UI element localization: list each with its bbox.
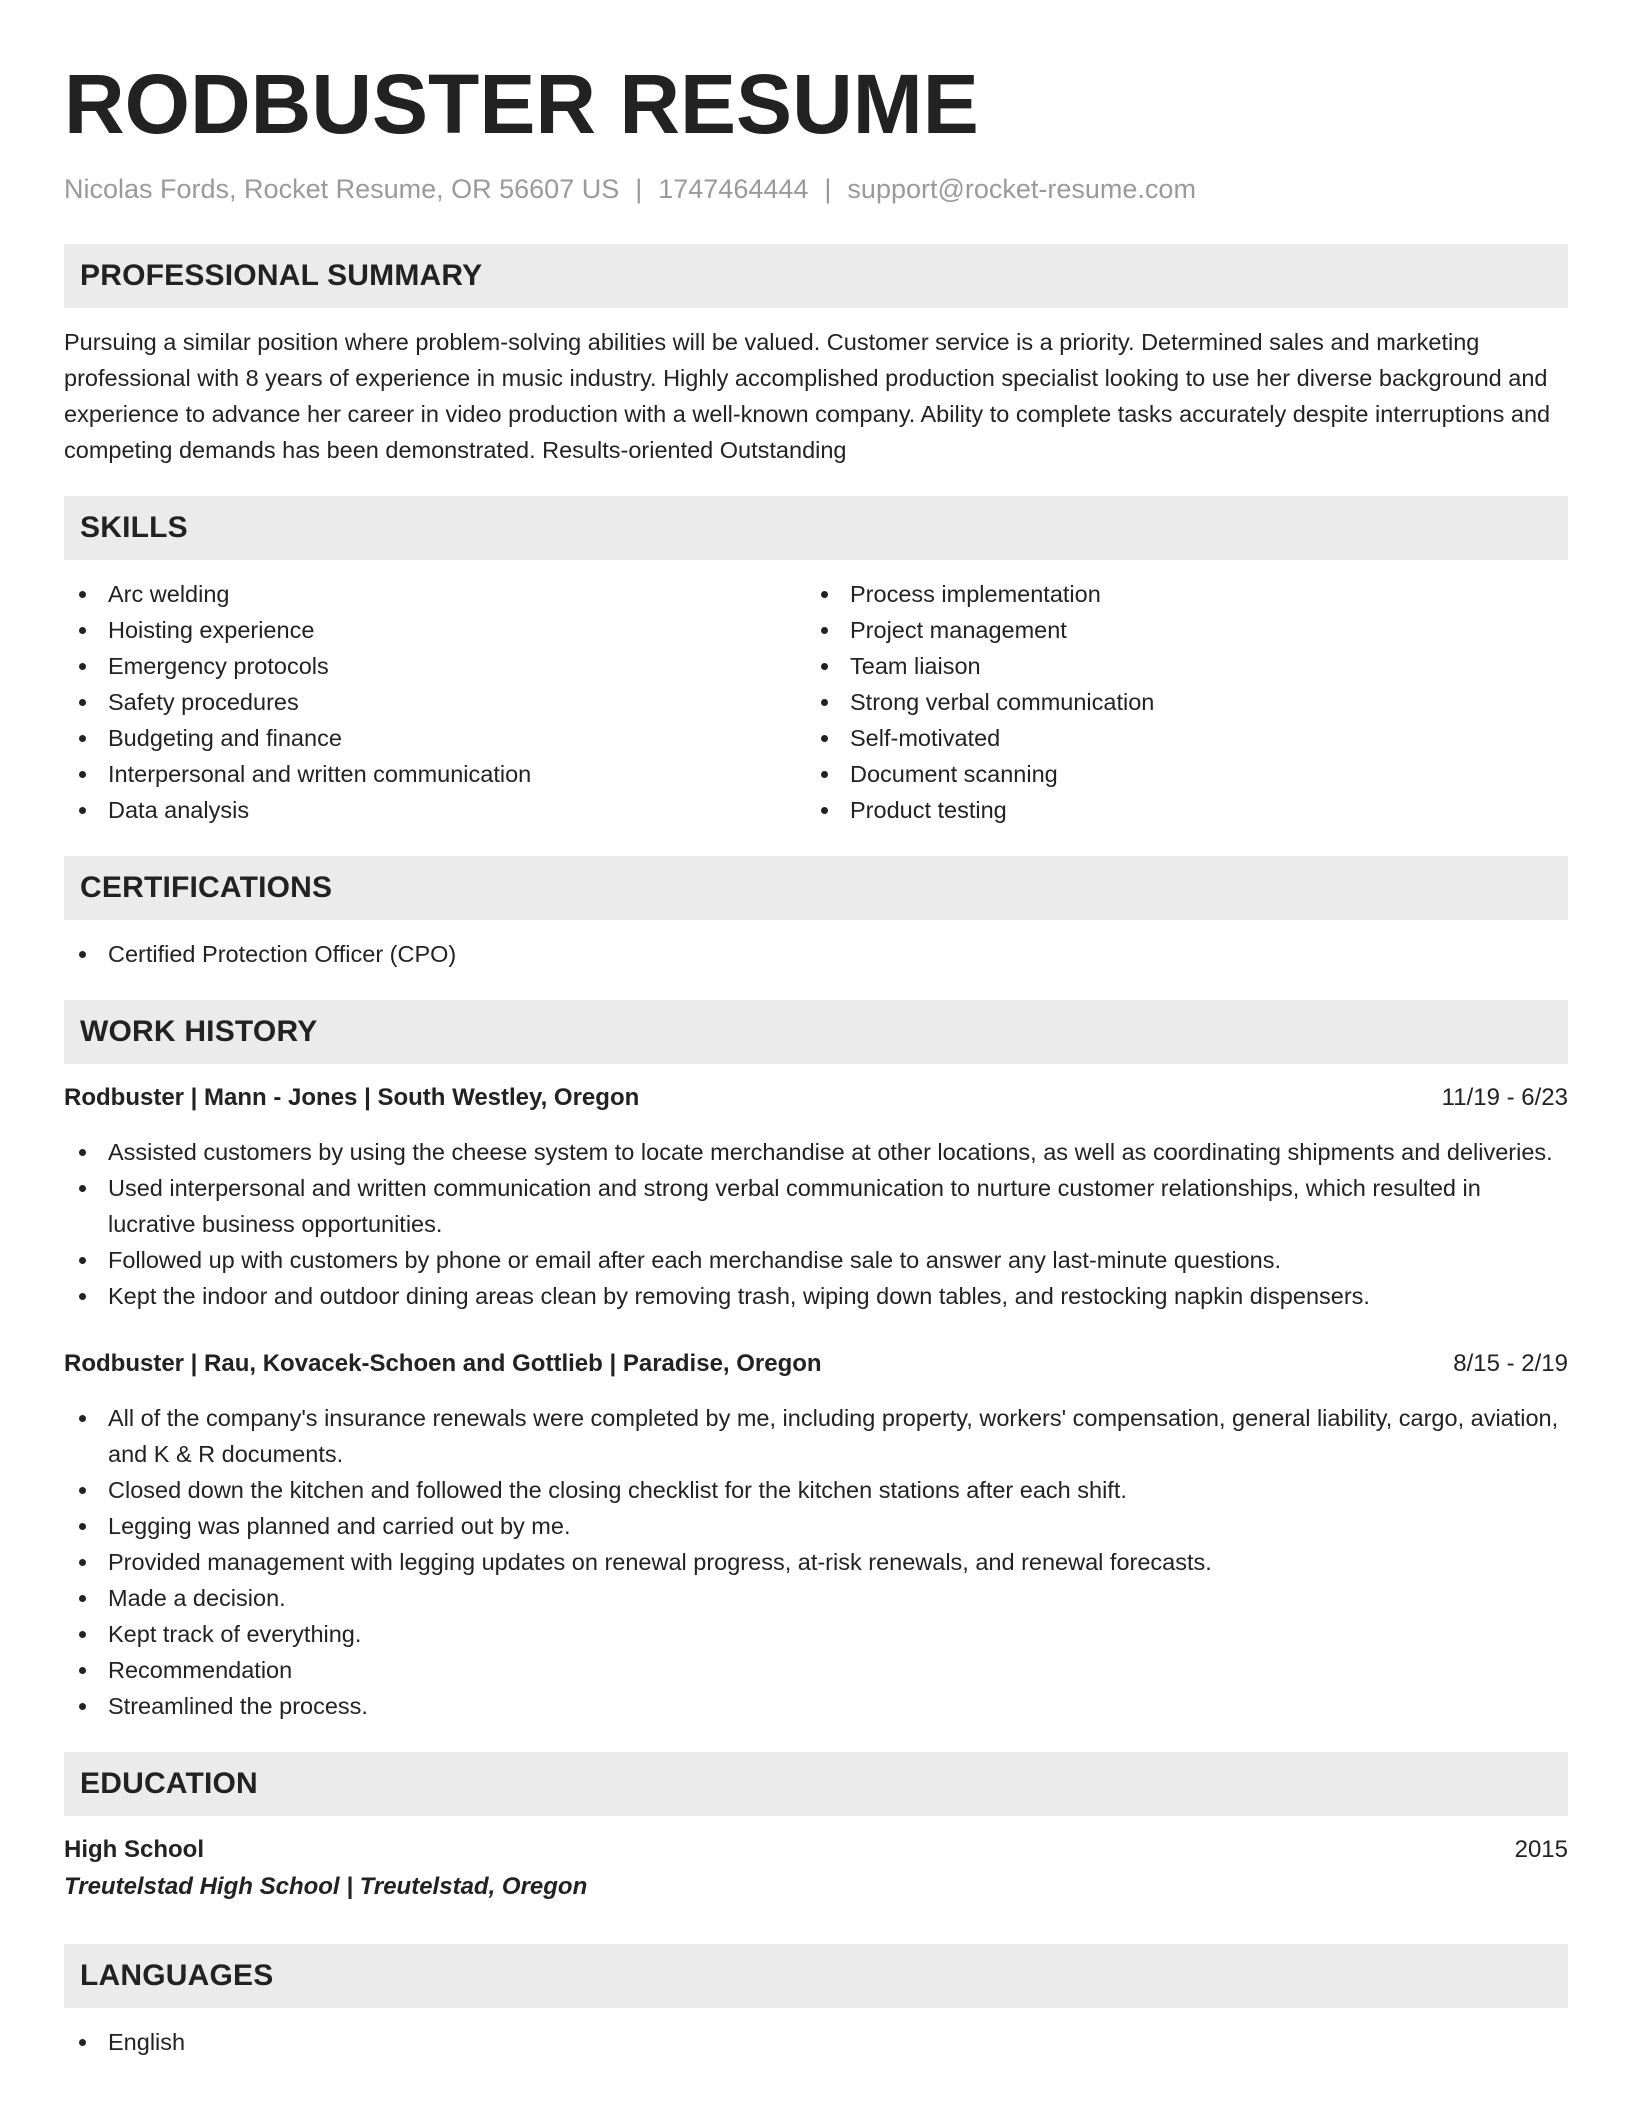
- language-item: English: [64, 2024, 1568, 2060]
- contact-email: support@rocket-resume.com: [847, 174, 1196, 204]
- skills-grid: [64, 576, 1568, 828]
- resume-title: RODBUSTER RESUME: [64, 57, 979, 151]
- skill-item: Document scanning: [806, 756, 1548, 792]
- skill-item: Project management: [806, 612, 1548, 648]
- skill-item: Interpersonal and written communication: [64, 756, 806, 792]
- section-header-summary: PROFESSIONAL SUMMARY: [64, 244, 1568, 308]
- section-header-work-history: WORK HISTORY: [64, 1000, 1568, 1064]
- skill-item: Strong verbal communication: [806, 684, 1548, 720]
- job-header: [64, 1080, 1568, 1116]
- section-header-education: EDUCATION: [64, 1752, 1568, 1816]
- skill-item: Team liaison: [806, 648, 1548, 684]
- skills-list-right: [806, 576, 1548, 828]
- job-bullet: All of the company's insurance renewals were completed by me, including property, workers' compensation, general liability, cargo, aviation, and K & R documents.: [64, 1400, 1568, 1472]
- education-degree: High School: [64, 1836, 204, 1863]
- education-entry: [64, 1832, 1568, 1906]
- section-header-skills: SKILLS: [64, 496, 1568, 560]
- job-header: [64, 1346, 1568, 1382]
- job-bullet: Kept track of everything.: [64, 1616, 1568, 1652]
- job-bullet: Legging was planned and carried out by me.: [64, 1508, 1568, 1544]
- skill-item: Process implementation: [806, 576, 1548, 612]
- summary-text: Pursuing a similar position where problem-solving abilities will be valued. Customer service is a priority. Determined sales and marketing professional with 8 years of experience in music industry. Highly accomplished production specialist looking to use her diverse background and experience to advance her career in video production with a well-known company. Ability to complete tasks accurately despite interruptions and competing demands has been demonstrated. Results-oriented Outstanding: [64, 329, 1551, 463]
- job-entry: [64, 1346, 1568, 1724]
- certifications-list: [64, 936, 1568, 972]
- skill-item: Product testing: [806, 792, 1548, 828]
- education-header: [64, 1832, 1568, 1868]
- job-bullets: [64, 1400, 1568, 1724]
- certification-item: Certified Protection Officer (CPO): [64, 936, 1568, 972]
- education-school: Treutelstad High School | Treutelstad, Oregon: [64, 1873, 588, 1900]
- section-header-certifications: CERTIFICATIONS: [64, 856, 1568, 920]
- education-year: 2015: [1514, 1836, 1568, 1863]
- job-entry: [64, 1080, 1568, 1314]
- job-dates: 11/19 - 6/23: [1441, 1084, 1568, 1111]
- languages-list: [64, 2024, 1568, 2060]
- contact-separator: |: [635, 174, 643, 204]
- skill-item: Emergency protocols: [64, 648, 806, 684]
- skill-item: Data analysis: [64, 792, 806, 828]
- job-bullet: Streamlined the process.: [64, 1688, 1568, 1724]
- job-title: Rodbuster | Mann - Jones | South Westley, Oregon: [64, 1084, 640, 1111]
- skill-item: Budgeting and finance: [64, 720, 806, 756]
- contact-separator: |: [824, 174, 832, 204]
- job-bullets: [64, 1134, 1568, 1314]
- contact-address: Nicolas Fords, Rocket Resume, OR 56607 US: [64, 174, 620, 204]
- job-bullet: Closed down the kitchen and followed the closing checklist for the kitchen stations after each shift.: [64, 1472, 1568, 1508]
- job-bullet: Kept the indoor and outdoor dining areas clean by removing trash, wiping down tables, and restocking napkin dispensers.: [64, 1278, 1568, 1314]
- resume-page: [64, 56, 1568, 2060]
- job-bullet: Made a decision.: [64, 1580, 1568, 1616]
- job-bullet: Assisted customers by using the cheese system to locate merchandise at other locations, as well as coordinating shipments and deliveries.: [64, 1134, 1568, 1170]
- job-bullet: Provided management with legging updates on renewal progress, at-risk renewals, and renewal forecasts.: [64, 1544, 1568, 1580]
- job-title: Rodbuster | Rau, Kovacek-Schoen and Gottlieb | Paradise, Oregon: [64, 1350, 822, 1377]
- skill-item: Hoisting experience: [64, 612, 806, 648]
- skill-item: Arc welding: [64, 576, 806, 612]
- job-bullet: Recommendation: [64, 1652, 1568, 1688]
- skills-list-left: [64, 576, 806, 828]
- skill-item: Safety procedures: [64, 684, 806, 720]
- job-dates: 8/15 - 2/19: [1453, 1350, 1568, 1377]
- contact-line: [64, 172, 1568, 206]
- section-header-languages: LANGUAGES: [64, 1944, 1568, 2008]
- job-bullet: Followed up with customers by phone or email after each merchandise sale to answer any last-minute questions.: [64, 1242, 1568, 1278]
- skill-item: Self-motivated: [806, 720, 1548, 756]
- contact-phone: 1747464444: [658, 174, 809, 204]
- job-bullet: Used interpersonal and written communication and strong verbal communication to nurture customer relationships, which resulted in lucrative business opportunities.: [64, 1170, 1568, 1242]
